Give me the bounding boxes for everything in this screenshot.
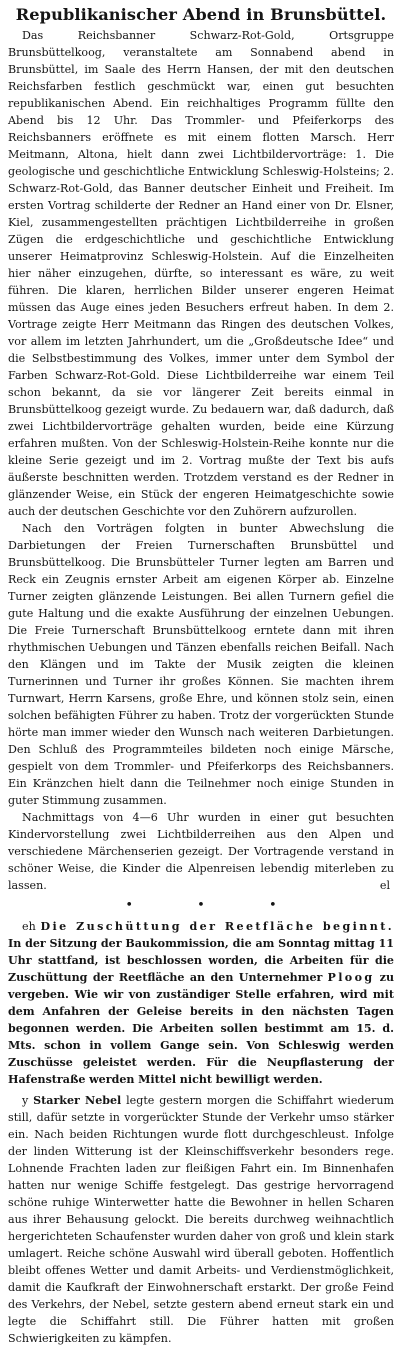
- news-item-body-b: zu vergeben. Wie wir von zuständiger Stelle erfahren, wird mit dem Anfahren der Geleise bereits in den nächsten Tagen begonnen werden. Die Arbeiten sollen bestimmt am 15. d. Mts. schon in vollem Gange sein. Von Schleswig werden Zuschüsse geleistet werden. Für die Neupflasterung der Hafenstraße werden Mittel nicht bewilligt werden.: [8, 971, 395, 1086]
- news-item-body: legte gestern morgen die Schiffahrt wiederum still, dafür setzte in vorgerückter Stunde der Verkehr umso stärker ein. Nach beiden Richtungen wurde flott durchgeschleust. Infolge der linden Witterung ist der Kleinschiffsverkehr besonders rege. Lohnende Frachten laden zur fleißigen Fahrt ein. Im Binnenhafen hatten nur wenige Schiffe festgelegt. Das gestrige hervorragend schöne ruhige Winterwetter hatte die Bewohner in hellen Scharen aus ihrer Behausung gelockt. Die bereits durchweg weihnachtlich hergerichteten Schaufenster wurden daher von groß und klein stark umlagert. Reiche schöne Auswahl wird überall geboten. Hoffentlich bleibt offenes Wetter und damit Arbeits- und Verdienstmöglichkeit, damit die Kaufkraft der Einwohnerschaft erstarkt. Der große Feind des Verkehrs, der Nebel, setzte gestern abend erneut stark ein und legte die Schiffahrt still. Die Führer hatten mit großen Schwierigkeiten zu kämpfen.: [8, 1094, 395, 1345]
- news-item-prefix: y: [22, 1094, 29, 1107]
- news-item-reetflaeche: [8, 918, 394, 1088]
- author-signature: el: [379, 879, 390, 892]
- news-item-nebel: [8, 1092, 394, 1347]
- news-item-lead: Starker Nebel: [33, 1094, 122, 1107]
- article-headline: Republikanischer Abend in Brunsbüttel.: [15, 5, 387, 24]
- article-paragraph-3: Nachmittags von 4—6 Uhr wurden in einer gut besuchten Kindervorstellung zwei Lichtbilderreihen aus den Alpen und verschiedene Märchenserien gezeigt. Der Vortragende verstand in schöner Weise, die Kinder die Alpenreisen lebendig miterleben zu lassen.: [8, 811, 394, 892]
- section-separator: • • •: [125, 898, 307, 913]
- news-item-body-a: In der Sitzung der Baukommission, die am Sonntag mittag 11 Uhr stattfand, ist beschlossen worden, die Arbeiten für die Zuschüttung der Reetfläche an den Unternehmer: [8, 937, 394, 984]
- article-paragraph-2: Nach den Vorträgen folgten in bunter Abwechslung die Darbietungen der Freien Turnerschaften Brunsbüttel und Brunsbüttelkoog. Die Brunsbütteler Turner legten am Barren und Reck ein Zeugnis ernster Arbeit am eigenen Körper ab. Einzelne Turner zeigten glänzende Leistungen. Bei allen Turnern gefiel die gute Haltung und die exakte Ausführung der einzelnen Uebungen. Die Freie Turnerschaft Brunsbüttelkoog erntete dann mit ihren rhythmischen Uebungen und Tänzen ebenfalls reichen Beifall. Nach den Klängen und im Takte der Musik zeigten die kleinen Turnerinnen und Turner ihr großes Können. Sie machten ihrem Turnwart, Herrn Karsens, große Ehre, und können stolz sein, einen solchen befähigten Führer zu haben. Trotz der vorgerückten Stunde hörte man immer wieder den Wunsch nach weiteren Darbietungen. Den Schluß des Programmteiles bildeten noch einige Märsche, gespielt von dem Trommler- und Pfeiferkorps des Reichsbanners. Ein Kränzchen hielt dann die Teilnehmer noch einige Stunden in guter Stimmung zusammen.: [8, 522, 394, 807]
- news-item-prefix: eh: [22, 920, 36, 933]
- article-paragraph-1: Das Reichsbanner Schwarz-Rot-Gold, Ortsgruppe Brunsbüttelkoog, veranstaltete am Sonnabend abend in Brunsbüttel, im Saale des Herrn Hansen, der mit den deutschen Reichsfarben festlich geschmückt war, einen gut besuchten republikanischen Abend. Ein reichhaltiges Programm füllte den Abend bis 12 Uhr. Das Trommler- und Pfeiferkorps des Reichsbanners eröffnete es mit einem flotten Marsch. Herr Meitmann, Altona, hielt dann zwei Lichtbildervorträge: 1. Die geologische und geschichtliche Entwicklung Schleswig-Holsteins; 2. Schwarz-Rot-Gold, das Banner deutscher Einheit und Freiheit. Im ersten Vortrag schilderte der Redner an Hand einer von Dr. Elsner, Kiel, zusammengestellten prächtigen Lichtbilderreihe in großen Zügen die erdgeschichtliche und geschichtliche Entwicklung unserer Heimatprovinz Schleswig-Holstein. Auf die Einzelheiten hier näher einzugehen, dürfte, so interessant es wäre, zu weit führen. Die klaren, herrlichen Bilder unserer engeren Heimat müssen das Auge eines jeden Besuchers erfreut haben. In dem 2. Vortrage zeigte Herr Meitmann das Ringen des deutschen Volkes, vor allem im letzten Jahrhundert, um die „Großdeutsche Idee“ und die Selbstbestimmung des Volkes, immer unter dem Symbol der Farben Schwarz-Rot-Gold. Diese Lichtbilderreihe war einem Teil schon bekannt, da sie vor längerer Zeit bereits einmal in Brunsbüttelkoog gezeigt wurde. Zu bedauern war, daß dadurch, daß zwei Lichtbildervorträge gehalten wurden, beide eine Kürzung erfahren mußten. Von der Schleswig-Holstein-Reihe konnte nur die kleine Serie gezeigt und im 2. Vortrag mußte der Text bis aufs äußerste beschnitten werden. Trotzdem verstand es der Redner in glänzender Weise, ein Stück der engeren Heimatgeschichte sowie auch der deutschen Geschichte vor den Zuhörern aufzurollen.: [8, 29, 394, 518]
- news-item-headline: Die Zuschüttung der Reetfläche beginnt.: [40, 920, 395, 933]
- contractor-name: Ploog: [327, 971, 375, 984]
